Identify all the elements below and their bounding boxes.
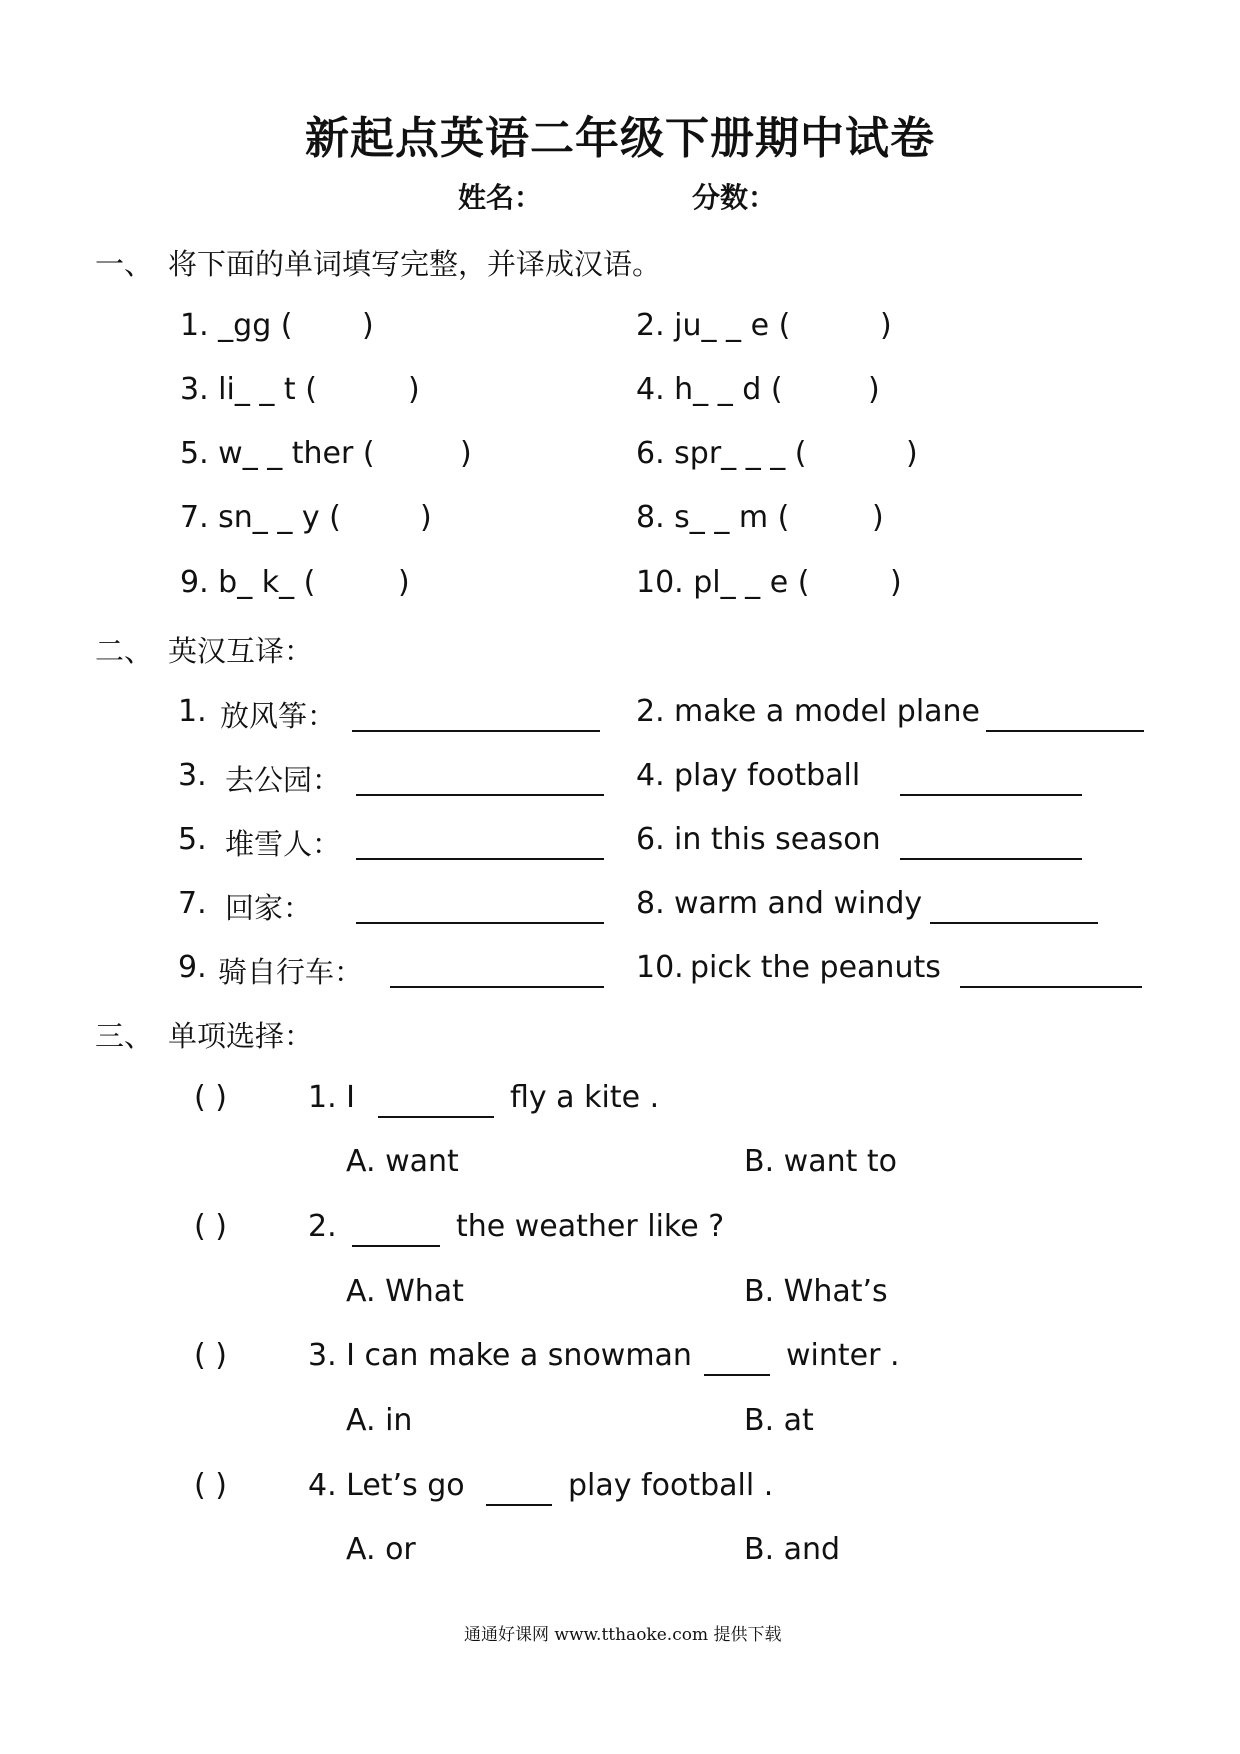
s2-item-5-blank[interactable] (356, 856, 604, 860)
s2-item-1-text: 放风筝： (220, 699, 337, 733)
s2-item-7-blank[interactable] (356, 920, 604, 924)
q3-option-a[interactable]: A. in (346, 1403, 413, 1438)
s1-item-1: 1. _gg ( ) (180, 308, 374, 343)
s2-item-5-num: 5. (178, 822, 207, 857)
q4-option-a[interactable]: A. or (346, 1532, 416, 1567)
s1-item-2: 2. ju_ _ e ( ) (636, 308, 892, 343)
s2-item-6-text: in this season (674, 822, 881, 857)
page-title: 新起点英语二年级下册期中试卷 (305, 113, 935, 164)
s1-item-7: 7. sn_ _ y ( ) (180, 500, 432, 535)
s2-item-2-blank[interactable] (986, 728, 1144, 732)
s2-item-1-blank[interactable] (352, 728, 600, 732)
s2-item-6-num: 6. (636, 822, 665, 857)
s2-item-10-text: pick the peanuts (690, 950, 941, 985)
s1-item-8: 8. s_ _ m ( ) (636, 500, 884, 535)
q1-blank (378, 1114, 494, 1118)
q3-option-b[interactable]: B. at (744, 1403, 814, 1438)
s2-item-1-num: 1. (178, 694, 207, 729)
s2-item-7-num: 7. (178, 886, 207, 921)
section3-heading-num: 三、 (95, 1019, 154, 1053)
s2-item-6-blank[interactable] (900, 856, 1082, 860)
section1-heading-num: 一、 (95, 247, 154, 281)
q2-blank (352, 1243, 440, 1247)
s1-item-9: 9. b_ k_ ( ) (180, 565, 410, 600)
score-label: 分数： (692, 181, 777, 214)
q3-stem-pre: 3. I can make a snowman (308, 1338, 692, 1373)
q3-blank (704, 1372, 770, 1376)
s2-item-2-num: 2. (636, 694, 665, 729)
s2-item-7-text: 回家： (225, 891, 313, 925)
section1-heading: 将下面的单词填写完整，并译成汉语。 (168, 247, 662, 281)
q2-stem-pre: 2. (308, 1209, 337, 1244)
s2-item-4-blank[interactable] (900, 792, 1082, 796)
s2-item-4-text: play football (674, 758, 861, 793)
s1-item-4: 4. h_ _ d ( ) (636, 372, 880, 407)
s2-item-10-num: 10. (636, 950, 684, 985)
s1-item-3: 3. li_ _ t ( ) (180, 372, 420, 407)
s2-item-9-text: 骑自行车： (218, 955, 364, 989)
s2-item-8-blank[interactable] (930, 920, 1098, 924)
section3-heading: 单项选择： (168, 1019, 314, 1053)
s2-item-3-text: 去公园： (225, 763, 342, 797)
s2-item-8-text: warm and windy (674, 886, 923, 921)
q4-blank (486, 1502, 552, 1506)
s2-item-4-num: 4. (636, 758, 665, 793)
s2-item-9-blank[interactable] (390, 984, 604, 988)
q4-stem-pre: 4. Let’s go (308, 1468, 465, 1503)
q4-answer-paren[interactable]: ( ) (194, 1468, 227, 1503)
s1-item-5: 5. w_ _ ther ( ) (180, 436, 472, 471)
s2-item-9-num: 9. (178, 950, 207, 985)
s2-item-2-text: make a model plane (674, 694, 981, 729)
q3-stem-post: winter . (786, 1338, 900, 1373)
s2-item-5-text: 堆雪人： (225, 827, 342, 861)
name-label: 姓名： (458, 181, 543, 214)
q4-stem-post: play football . (568, 1468, 774, 1503)
footer-credit: 通通好课网 www.tthaoke.com 提供下载 (464, 1625, 782, 1645)
section2-heading: 英汉互译： (168, 634, 314, 668)
q3-answer-paren[interactable]: ( ) (194, 1338, 227, 1373)
q4-option-b[interactable]: B. and (744, 1532, 841, 1567)
q1-stem-pre: 1. I (308, 1080, 356, 1115)
q2-option-b[interactable]: B. What’s (744, 1274, 888, 1309)
q2-option-a[interactable]: A. What (346, 1274, 464, 1309)
q1-option-a[interactable]: A. want (346, 1144, 459, 1179)
q2-answer-paren[interactable]: ( ) (194, 1209, 227, 1244)
s1-item-6: 6. spr_ _ _ ( ) (636, 436, 918, 471)
s2-item-8-num: 8. (636, 886, 665, 921)
s2-item-3-blank[interactable] (356, 792, 604, 796)
q1-stem-post: fly a kite . (510, 1080, 660, 1115)
q1-answer-paren[interactable]: ( ) (194, 1080, 227, 1115)
s2-item-10-blank[interactable] (960, 984, 1142, 988)
q2-stem-post: the weather like ? (456, 1209, 725, 1244)
q1-option-b[interactable]: B. want to (744, 1144, 898, 1179)
section2-heading-num: 二、 (95, 634, 154, 668)
s2-item-3-num: 3. (178, 758, 207, 793)
s1-item-10: 10. pl_ _ e ( ) (636, 565, 902, 600)
